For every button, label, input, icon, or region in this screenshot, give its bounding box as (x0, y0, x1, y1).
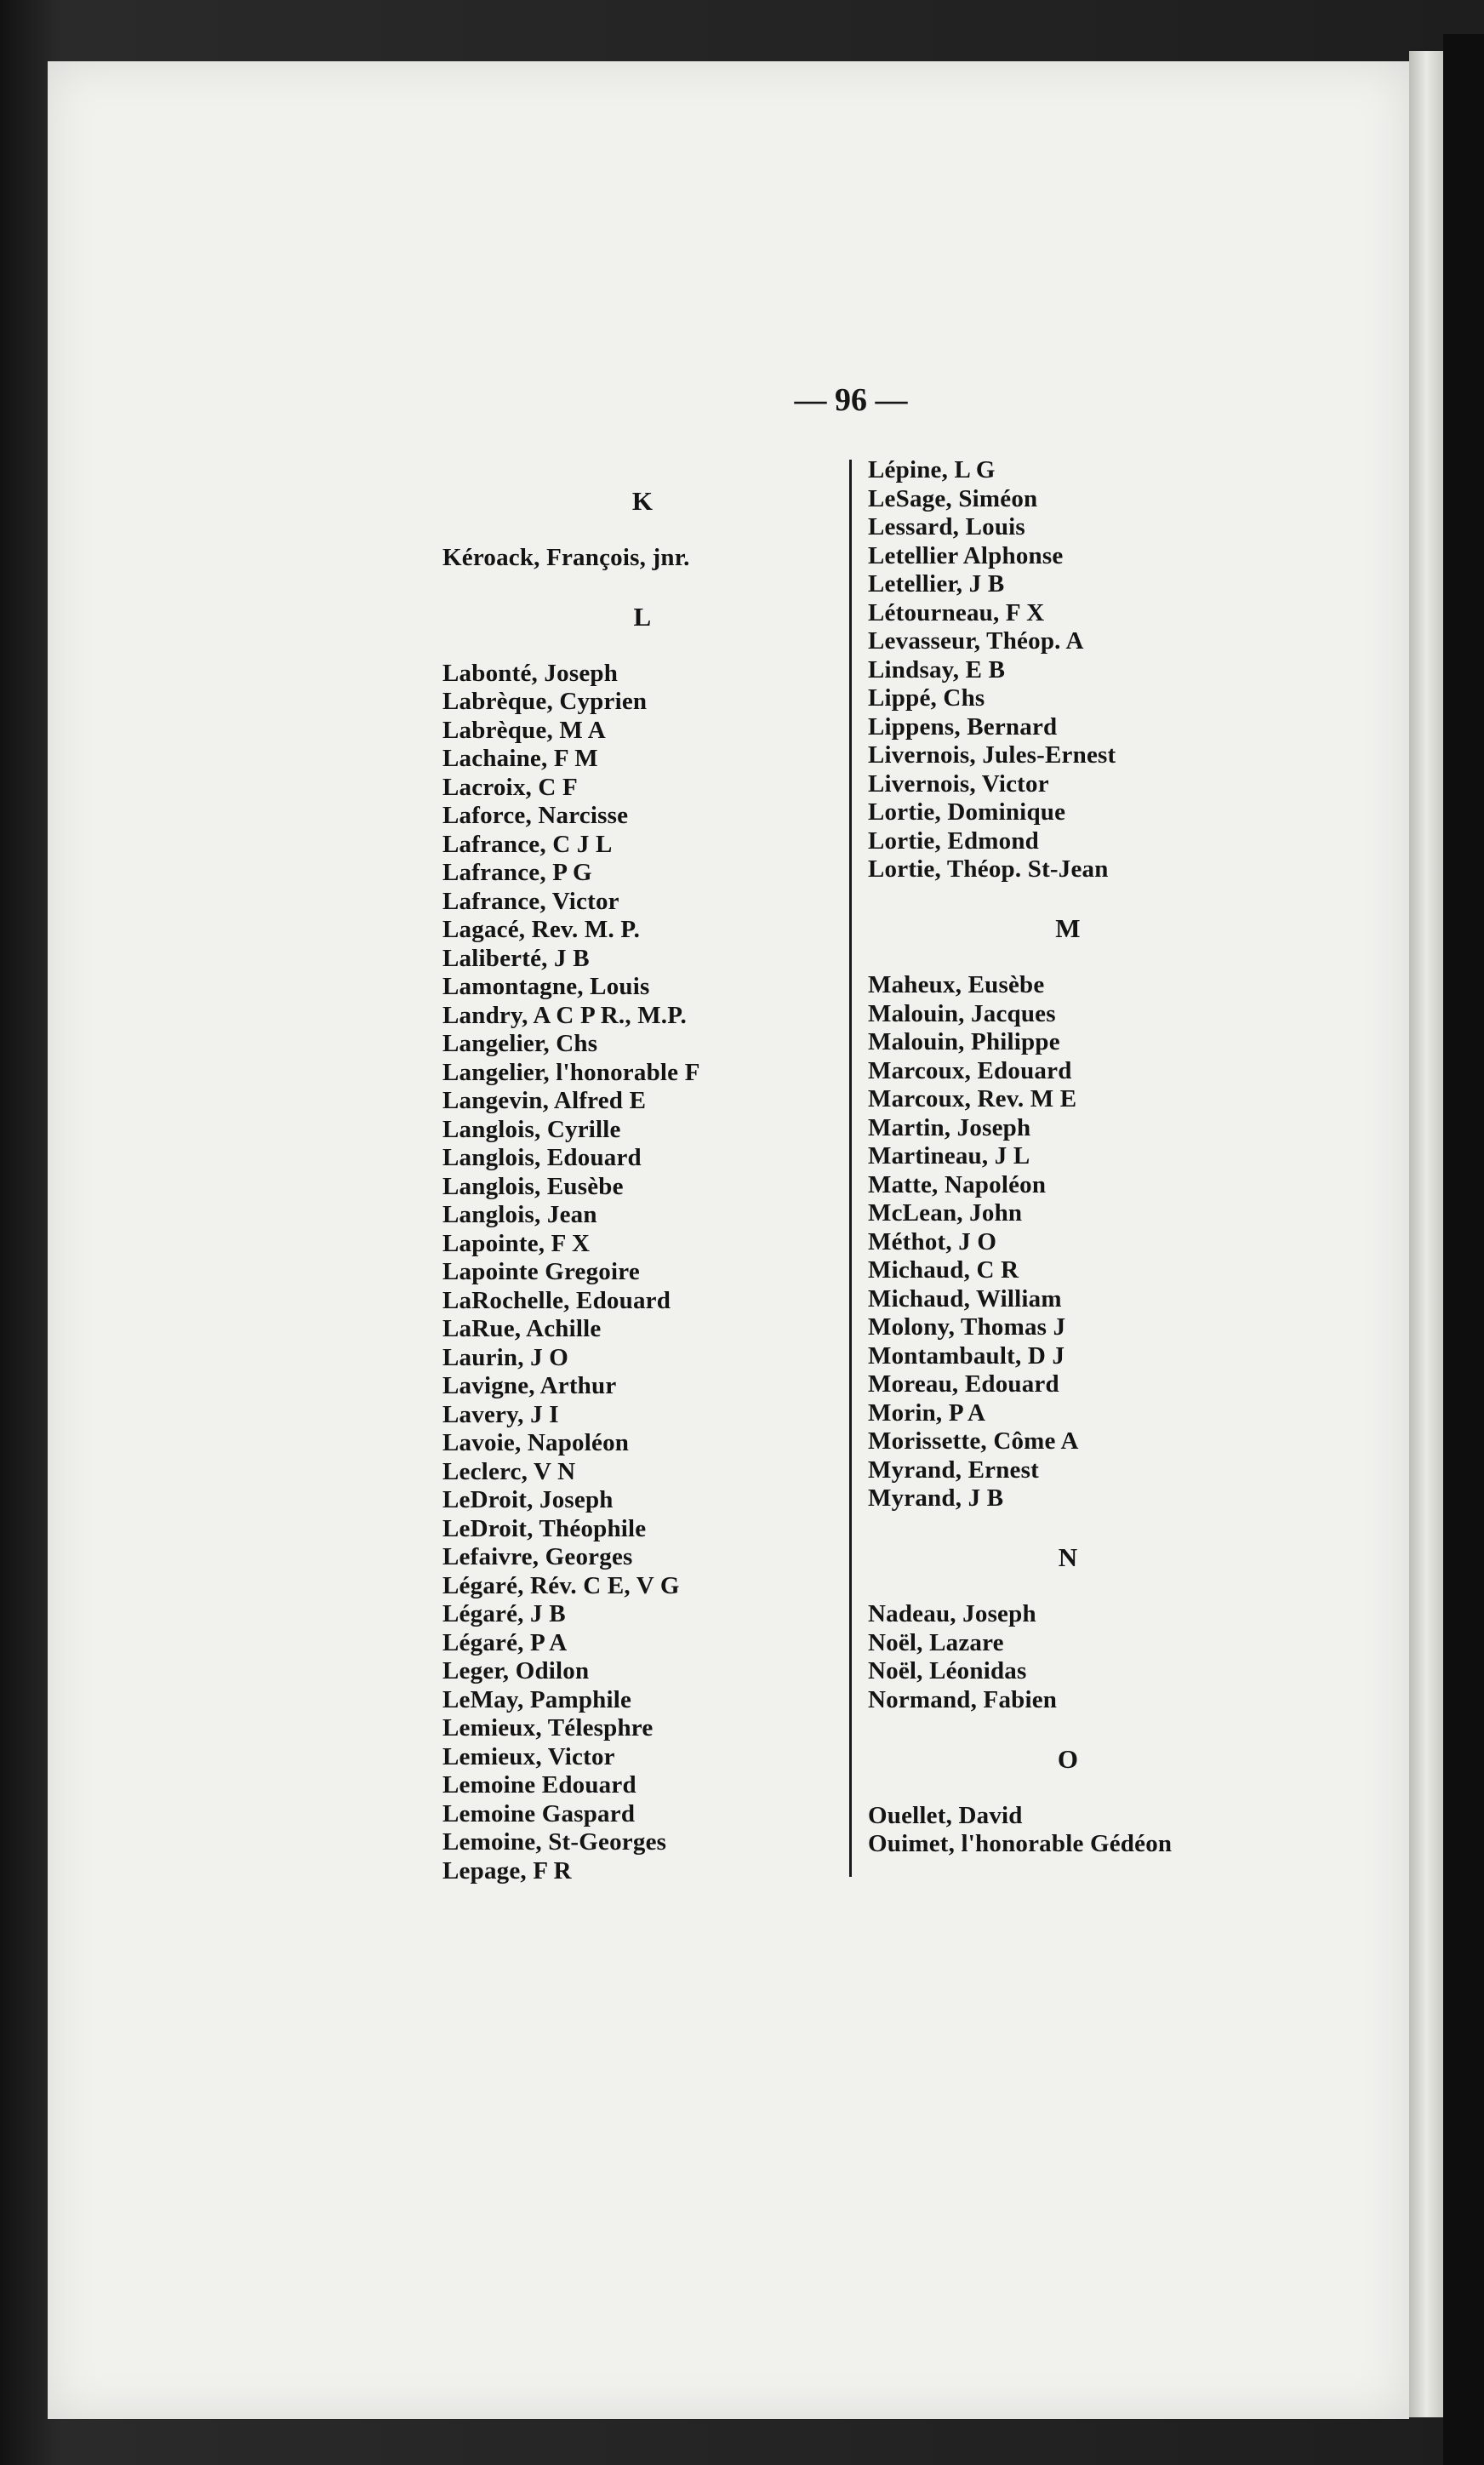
directory-entry: Noël, Lazare (868, 1628, 1004, 1656)
directory-entry: Leclerc, V N (442, 1457, 576, 1485)
directory-entry: Lavoie, Napoléon (442, 1429, 630, 1456)
directory-entry: Langelier, Chs (442, 1030, 598, 1057)
directory-entry: Myrand, Ernest (868, 1456, 1039, 1484)
directory-entry: Kéroack, François, jnr. (442, 543, 690, 571)
directory-entry: Laforce, Narcisse (442, 802, 629, 829)
section-spacer (868, 943, 1268, 972)
section-spacer (442, 631, 842, 660)
section-spacer (868, 1773, 1268, 1802)
directory-entry: Méthot, J O (868, 1227, 997, 1255)
directory-entry: LeMay, Pamphile (442, 1685, 632, 1713)
directory-entry: Normand, Fabien (868, 1685, 1058, 1713)
directory-entry: Laliberté, J B (442, 944, 590, 972)
directory-entry: Labrèque, Cyprien (442, 688, 648, 715)
directory-entry: Moreau, Edouard (868, 1370, 1059, 1398)
directory-entry: Landry, A C P R., M.P. (442, 1001, 687, 1029)
right-column (868, 456, 1268, 1859)
directory-entry: Lafrance, P G (442, 859, 592, 886)
directory-entry: Lemieux, Victor (442, 1742, 615, 1770)
directory-entry: Lessard, Louis (868, 513, 1025, 540)
directory-entry: Lemieux, Télesphre (442, 1714, 654, 1742)
directory-entry: Laurin, J O (442, 1343, 569, 1371)
directory-entry: Livernois, Victor (868, 769, 1049, 798)
directory-entry: Martin, Joseph (868, 1113, 1031, 1141)
directory-entry: Lavery, J I (442, 1400, 559, 1428)
directory-entry: Michaud, C R (868, 1256, 1019, 1284)
directory-entry: Lachaine, F M (442, 745, 598, 772)
directory-entry: Molony, Thomas J (868, 1313, 1066, 1341)
directory-entry: Letellier Alphonse (868, 541, 1064, 569)
section-letter-heading: N (1058, 1542, 1078, 1572)
section-letter-heading: L (633, 601, 652, 632)
directory-entry: Lefaivre, Georges (442, 1543, 633, 1570)
section-spacer (868, 1572, 1268, 1601)
directory-entry: Lamontagne, Louis (442, 973, 650, 1000)
directory-entry: Lapointe, F X (442, 1229, 591, 1257)
directory-entry: Lagacé, Rev. M. P. (442, 916, 641, 943)
directory-entry: Montambault, D J (868, 1341, 1065, 1370)
directory-entry: Labrèque, M A (442, 716, 606, 744)
section-spacer (868, 884, 1268, 913)
directory-entry: Labonté, Joseph (442, 659, 619, 687)
directory-entry: Letellier, J B (868, 570, 1005, 598)
directory-entry: Livernois, Jules-Ernest (868, 741, 1116, 769)
directory-entry: Langlois, Edouard (442, 1144, 642, 1171)
directory-entry: Lafrance, C J L (442, 830, 613, 858)
directory-entry: Maheux, Eusèbe (868, 971, 1045, 998)
directory-entry: Michaud, William (868, 1284, 1062, 1313)
directory-entry: Marcoux, Edouard (868, 1056, 1072, 1084)
section-spacer (868, 1714, 1268, 1743)
directory-entry: Noël, Léonidas (868, 1657, 1027, 1684)
directory-entry: Légaré, J B (442, 1600, 566, 1627)
directory-entry: Leger, Odilon (442, 1657, 590, 1684)
directory-entry: Lortie, Edmond (868, 826, 1039, 855)
section-spacer (442, 515, 842, 544)
directory-entry: Nadeau, Joseph (868, 1600, 1036, 1627)
directory-entry: Lortie, Théop. St-Jean (868, 855, 1109, 883)
section-spacer (868, 1513, 1268, 1542)
directory-entry: Matte, Napoléon (868, 1170, 1047, 1198)
directory-entry: Morissette, Côme A (868, 1427, 1079, 1455)
directory-entry: Marcoux, Rev. M E (868, 1085, 1077, 1112)
directory-entry: Malouin, Jacques (868, 999, 1056, 1027)
directory-entry: Levasseur, Théop. A (868, 627, 1084, 655)
directory-entry: Lapointe Gregoire (442, 1258, 640, 1285)
directory-entry: LaRochelle, Edouard (442, 1286, 671, 1314)
directory-entry: Ouimet, l'honorable Gédéon (868, 1830, 1173, 1857)
directory-entry: Lortie, Dominique (868, 798, 1066, 826)
section-letter-heading: O (1057, 1743, 1079, 1774)
directory-entry: LeDroit, Joseph (442, 1486, 614, 1513)
section-spacer (442, 572, 842, 601)
directory-entry: Morin, P A (868, 1398, 986, 1427)
adjacent-page-edge (1409, 51, 1443, 2417)
section-letter-heading: K (631, 485, 654, 516)
directory-entry: Lépine, L G (868, 456, 996, 483)
directory-entry: Lippé, Chs (868, 684, 985, 712)
directory-entry: Légaré, P A (442, 1628, 568, 1656)
directory-entry: Lepage, F R (442, 1856, 572, 1884)
directory-entry: Langlois, Eusèbe (442, 1172, 624, 1200)
directory-entry: Lafrance, Victor (442, 887, 619, 915)
column-divider (849, 460, 852, 1877)
directory-entry: Langlois, Jean (442, 1201, 597, 1228)
directory-entry: Lemoine Gaspard (442, 1799, 636, 1827)
directory-entry: Langevin, Alfred E (442, 1087, 647, 1114)
directory-entry: LeDroit, Théophile (442, 1514, 647, 1542)
directory-entry: Lacroix, C F (442, 773, 578, 801)
directory-entry: Lippens, Bernard (868, 712, 1058, 741)
directory-entry: Martineau, J L (868, 1142, 1030, 1170)
directory-entry: Malouin, Philippe (868, 1028, 1060, 1055)
section-letter-heading: M (1055, 913, 1081, 943)
directory-entry: Lindsay, E B (868, 655, 1006, 683)
directory-entry: Langlois, Cyrille (442, 1115, 621, 1143)
directory-entry: Lemoine Edouard (442, 1771, 636, 1799)
directory-entry: Myrand, J B (868, 1484, 1004, 1512)
left-column (442, 456, 842, 1885)
directory-entry: LeSage, Siméon (868, 484, 1038, 512)
directory-entry: Létourneau, F X (868, 598, 1045, 626)
spine-shadow (1443, 34, 1484, 2465)
directory-entry: Langelier, l'honorable F (442, 1058, 700, 1086)
directory-entry: Lavigne, Arthur (442, 1372, 617, 1399)
directory-entry: Légaré, Rév. C E, V G (442, 1571, 680, 1599)
directory-entry: LaRue, Achille (442, 1315, 602, 1342)
section-spacer (442, 456, 842, 485)
directory-entry: McLean, John (868, 1199, 1023, 1227)
directory-entry: Lemoine, St-Georges (442, 1828, 667, 1856)
page-number: — 96 — (794, 382, 908, 418)
directory-entry: Ouellet, David (868, 1801, 1023, 1829)
